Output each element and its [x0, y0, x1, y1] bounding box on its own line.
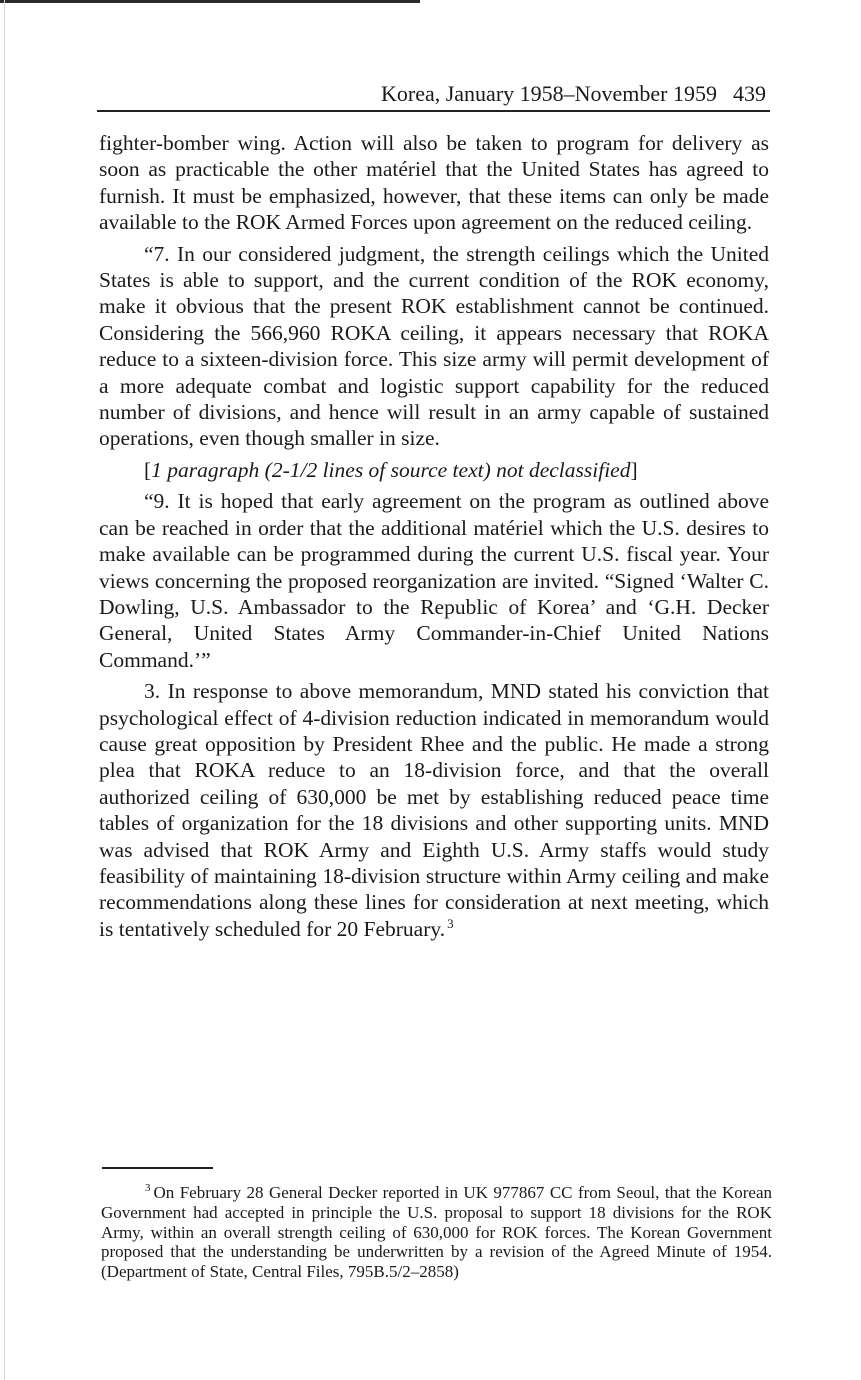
footnote-marker: 3: [145, 1182, 151, 1195]
scan-border-left: [4, 0, 5, 1380]
paragraph-1: fighter-bomber wing. Action will also be taken to program for delivery as soon as practicable the other matériel that the United States has agreed to furnish. It must be emphasized, however, that these items can only be made available to the ROK Armed Forces upon agreement on the reduced ceiling.: [99, 131, 769, 235]
running-head: [97, 78, 770, 112]
paragraph-7: “7. In our considered judgment, the strength ceilings which the United States is able to support, and the current condition of the ROK economy, make it obvious that the present ROK establishment cannot be continued. Considering the 566,960 ROKA ceiling, it appears necessary that ROKA reduce to a sixteen-division force. This size army will permit development of a more adequate combat and logistic support capability for the reduced number of divisions, and hence will result in an army capable of sustained operations, even though smaller in size.: [99, 241, 769, 451]
editorial-note: [99, 457, 769, 483]
page-number: 439: [733, 81, 766, 106]
scan-border-top: [0, 0, 420, 3]
paragraph-3-response: [99, 678, 769, 942]
running-head-title: Korea, January 1958–November 1959: [380, 81, 717, 106]
editorial-note-text: 1 paragraph (2-1/2 lines of source text) not declassified: [151, 457, 631, 482]
editorial-bracket-open: [: [144, 457, 152, 482]
paragraph-9: “9. It is hoped that early agreement on the program as outlined above can be reached in order that the additional matériel which the U.S. desires to make available can be programmed during the current U.S. fiscal year. Your views concerning the proposed reorganization are invited. “Signed ‘Walter C. Dowling, U.S. Ambassador to the Republic of Korea’ and ‘G.H. Decker General, United States Army Commander-in-Chief United Nations Command.’”: [99, 489, 769, 672]
footnote-reference: 3: [447, 915, 454, 931]
footnote: [101, 1183, 772, 1282]
document-body: [99, 130, 769, 947]
paragraph-3-text: 3. In response to above memorandum, MND stated his conviction that psychological effect of 4-division reduction indicated in memorandum would cause great opposition by President Rhee and the public. He made a strong plea that ROKA reduce to an 18-division force, and that the overall authorized ceiling of 630,000 be met by establishing reduced peace time tables of organization for the 18 divisions and other supporting units. MND was advised that ROK Army and Eighth U.S. Army staffs would study feasibility of maintaining 18-division structure within Army ceiling and make recommendations along these lines for consideration at next meeting, which is tentatively scheduled for 20 February.: [99, 679, 769, 941]
footnote-text: On February 28 General Decker reported in UK 977867 CC from Seoul, that the Korean Government had accepted in principle the U.S. proposal to support 18 divisions for the ROK Army, within an overall strength ceiling of 630,000 for ROK forces. The Korean Government proposed that the understanding be underwritten by a revision of the Agreed Minute of 1954. (Department of State, Central Files, 795B.5/2–2858): [101, 1183, 772, 1282]
editorial-bracket-close: ]: [630, 457, 638, 482]
footnote-divider: [102, 1167, 213, 1169]
